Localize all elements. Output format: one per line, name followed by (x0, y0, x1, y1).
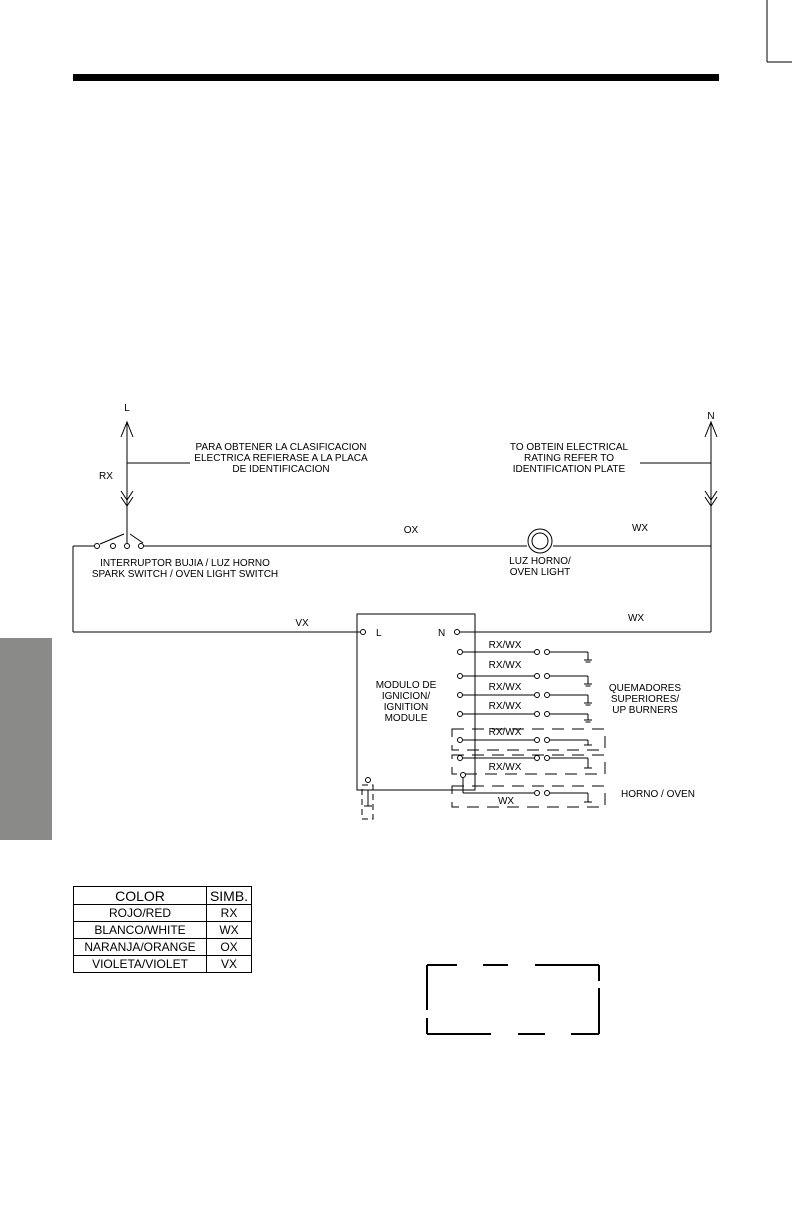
legend-symbol: RX (207, 905, 252, 922)
module-label: MODULO DE (375, 680, 437, 691)
legend-row (74, 956, 252, 973)
legend-color: NARANJA/ORANGE (74, 939, 207, 956)
dashed-box (427, 965, 599, 1034)
rating-note-es-line: ELECTRICA REFIERASE A LA PLACA (194, 453, 368, 464)
output-wire-label: RX/WX (488, 762, 522, 773)
switch-label: INTERRUPTOR BUJIA / LUZ HORNO (100, 558, 270, 569)
module-label: MODULE (384, 713, 428, 724)
output-wire-label: RX/WX (488, 640, 522, 651)
rating-note-en-line: TO OBTEIN ELECTRICAL (509, 442, 629, 453)
burner-outputs (458, 650, 593, 803)
header-rule (73, 74, 719, 81)
legend-header-row (74, 887, 252, 905)
wire-label-ox: OX (403, 525, 419, 536)
burners-label: SUPERIORES/ (610, 694, 680, 705)
rating-note-es-line: PARA OBTENER LA CLASIFICACION (195, 442, 367, 453)
neutral-supply-label: N (707, 411, 715, 422)
module-ground-terminal (366, 778, 371, 783)
oven-label: HORNO / OVEN (621, 789, 695, 800)
module-terminal-n-label: N (438, 628, 446, 639)
switch-blade (100, 534, 124, 544)
line-wire-label: RX (99, 471, 113, 482)
legend-symbol: OX (207, 939, 252, 956)
legend-symbol: VX (207, 956, 252, 973)
rating-note-en-line: RATING REFER TO (523, 453, 615, 464)
burners-label: UP BURNERS (612, 705, 678, 716)
legend-header-color: COLOR (74, 887, 207, 905)
wire-label-wx: WX (631, 523, 649, 534)
legend-row (74, 905, 252, 922)
legend-row (74, 939, 252, 956)
output-wire-label: RX/WX (488, 727, 522, 738)
module-label: IGNICION/ (381, 691, 431, 702)
switch-label: SPARK SWITCH / OVEN LIGHT SWITCH (91, 569, 279, 580)
side-tab (0, 638, 52, 840)
output-wire-label: RX/WX (488, 660, 522, 671)
rating-note-en-line: IDENTIFICATION PLATE (512, 464, 626, 475)
wire-label-wx: WX (627, 613, 645, 624)
switch-blade (130, 534, 143, 543)
output-wire-label: RX/WX (488, 682, 522, 693)
legend-color: VIOLETA/VIOLET (74, 956, 207, 973)
oven-light-bulb-icon (532, 533, 548, 549)
line-supply-label: L (124, 403, 130, 414)
oven-light-label: OVEN LIGHT (509, 567, 571, 578)
oven-light-label: LUZ HORNO/ (509, 556, 571, 567)
output-wire-label: RX/WX (488, 701, 522, 712)
legend-color: ROJO/RED (74, 905, 207, 922)
legend-header-symbol: SIMB. (207, 887, 252, 905)
rating-note-es-line: DE IDENTIFICACION (232, 464, 330, 475)
switch-contact (139, 544, 144, 549)
module-terminal-l (361, 630, 366, 635)
legend-color: BLANCO/WHITE (74, 922, 207, 939)
switch-contact (125, 544, 130, 549)
output-wire-label: WX (497, 796, 515, 807)
module-terminal-n (455, 630, 460, 635)
module-terminal-l-label: L (376, 628, 382, 639)
legend-row (74, 922, 252, 939)
switch-contact (95, 544, 100, 549)
module-label: IGNITION (383, 702, 429, 713)
color-legend-table (73, 886, 252, 973)
wire-label-vx: VX (295, 618, 309, 629)
legend-symbol: WX (207, 922, 252, 939)
switch-contact (111, 544, 116, 549)
burners-label: QUEMADORES (608, 683, 682, 694)
